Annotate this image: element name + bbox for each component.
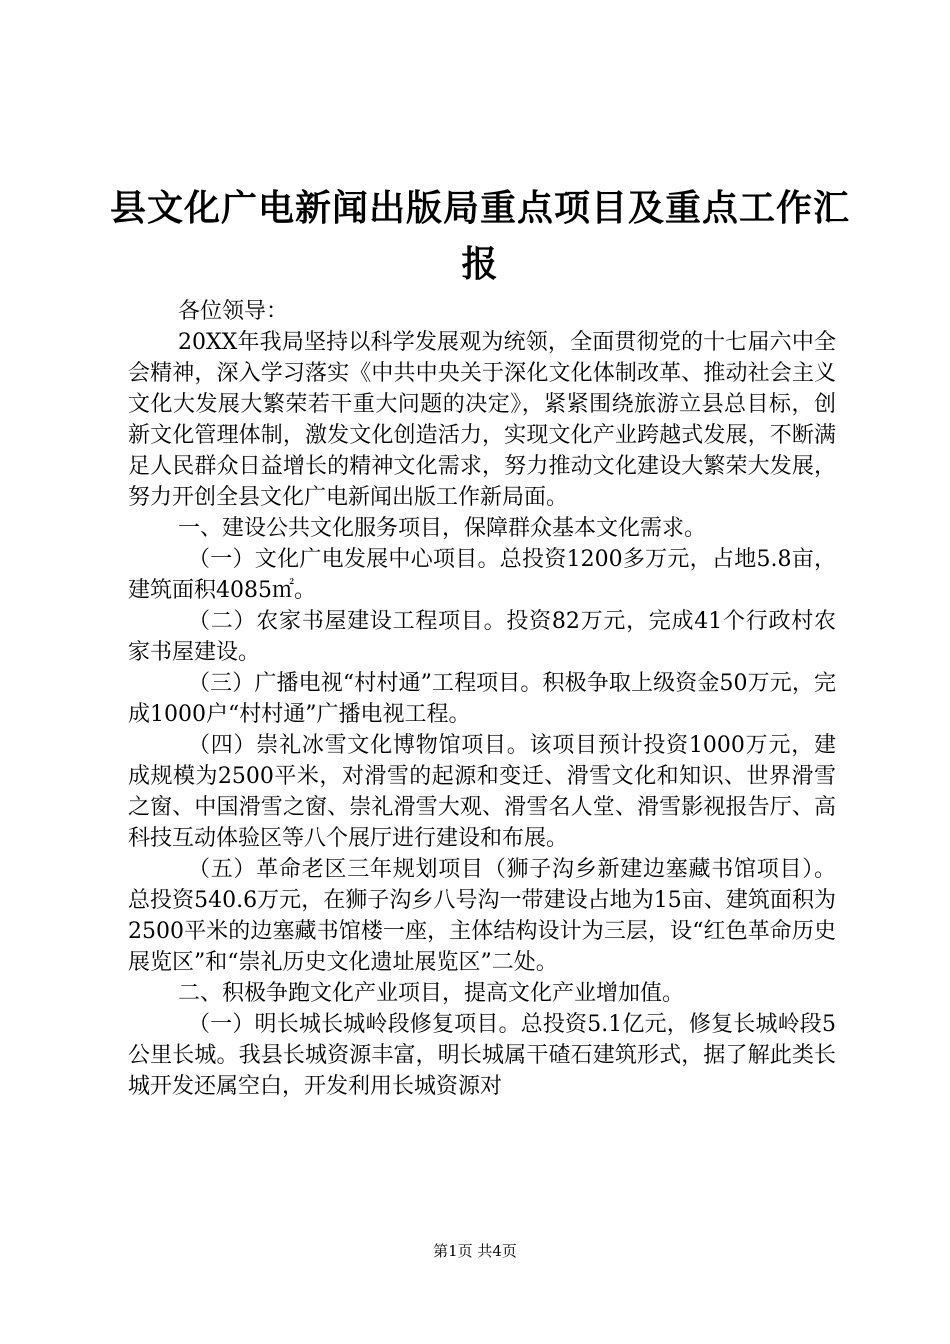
section-heading-1: 一、建设公共文化服务项目，保障群众基本文化需求。: [178, 516, 707, 541]
paragraph-item-1-4: （四）崇礼冰雪文化博物馆项目。该项目预计投资1000万元，建成规模为2500平米，对滑雪的起源和变迁、滑雪文化和知识、世界滑雪之窗、中国滑雪之窗、崇礼滑雪大观、滑雪名人堂、滑雪影视报告厅、高科技互动体验区等八个展厅进行建设和布展。: [128, 733, 836, 851]
paragraph-item-1-2: （二）农家书屋建设工程项目。投资82万元，完成41个行政村农家书屋建设。: [128, 609, 836, 665]
paragraph-item-1-5: （五）革命老区三年规划项目（狮子沟乡新建边塞藏书馆项目）。总投资540.6万元，在狮子沟乡八号沟一带建设占地为15亩、建筑面积为2500平米的边塞藏书馆楼一座，主体结构设计为三层，设“红色革命历史展览区”和“崇礼历史文化遗址展览区”二处。: [128, 857, 836, 975]
page-footer: 第1页 共4页: [433, 1242, 517, 1260]
section-heading-2: 二、积极争跑文化产业项目，提高文化产业增加值。: [178, 981, 685, 1006]
paragraph-item-2-1: （一）明长城长城岭段修复项目。总投资5.1亿元，修复长城岭段5公里长城。我县长城资源丰富，明长城属干碴石建筑形式，据了解此类长城开发还属空白，开发利用长城资源对: [128, 1012, 836, 1099]
paragraph-intro: 20XX年我局坚持以科学发展观为统领，全面贯彻党的十七届六中全会精神，深入学习落实《中共中央关于深化文化体制改革、推动社会主义文化大发展大繁荣若干重大问题的决定》，紧紧围绕旅游立县总目标，创新文化管理体制，激发文化创造活力，实现文化产业跨越式发展，不断满足人民群众日益增长的精神文化需求，努力推动文化建设大繁荣大发展，努力开创全县文化广电新闻出版工作新局面。: [128, 330, 836, 510]
paragraph-item-1-3: （三）广播电视“村村通”工程项目。积极争取上级资金50万元，完成1000户“村村通”广播电视工程。: [128, 671, 836, 727]
paragraph-item-1-1: （一）文化广电发展中心项目。总投资1200多万元，占地5.8亩，建筑面积4085㎡。: [128, 547, 836, 603]
document-title: 县文化广电新闻出版局重点项目及重点工作汇报: [110, 187, 851, 285]
document-body: [128, 296, 836, 1102]
salutation: 各位领导：: [178, 299, 289, 324]
